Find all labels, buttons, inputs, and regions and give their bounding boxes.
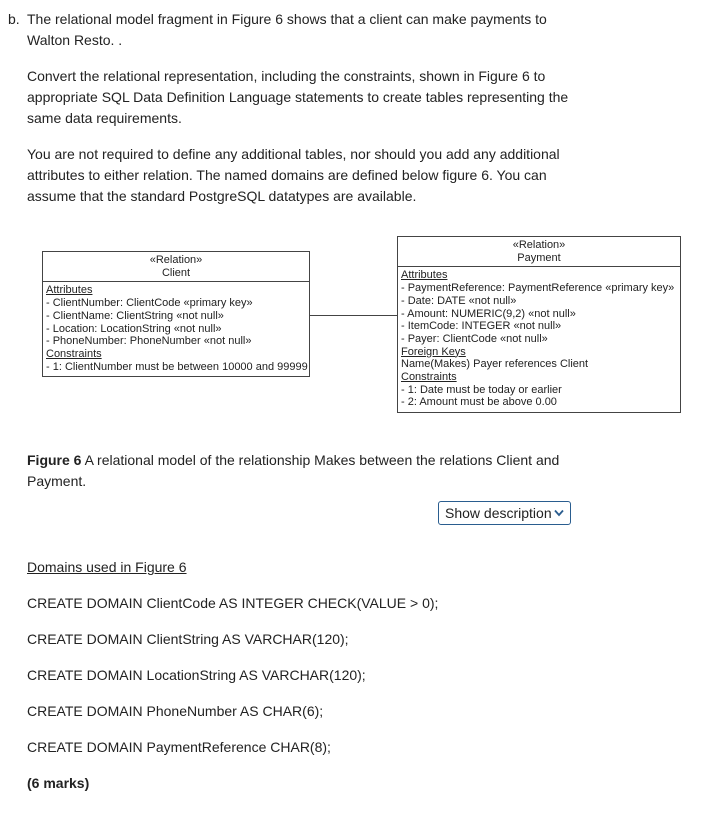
client-constraint: - 1: ClientNumber must be between 10000 and 99999: [46, 360, 308, 373]
para2-line-1: Convert the relational representation, including the constraints, shown in Figure 6 to: [27, 68, 546, 84]
domain-statement: CREATE DOMAIN PhoneNumber AS CHAR(6);: [27, 703, 324, 719]
payment-constraints-heading: Constraints: [401, 371, 457, 384]
show-description-label: Show description: [445, 505, 552, 521]
payment-relation-box: [397, 236, 681, 413]
para3-line-1: You are not required to define any additional tables, nor should you add any additional: [27, 146, 560, 162]
payment-attribute: - ItemCode: INTEGER «not null»: [401, 320, 562, 333]
intro-line-2: Walton Resto. .: [27, 32, 123, 48]
payment-constraint: - 1: Date must be today or earlier: [401, 383, 562, 396]
payment-constraint: - 2: Amount must be above 0.00: [401, 396, 557, 409]
client-attribute: - PhoneNumber: PhoneNumber «not null»: [46, 335, 252, 348]
client-header: [43, 252, 309, 282]
question-marker: b.: [8, 11, 20, 27]
client-constraints-heading: Constraints: [46, 347, 102, 360]
client-attribute: - Location: LocationString «not null»: [46, 322, 222, 335]
payment-name: Payment: [517, 251, 561, 264]
domain-statement: CREATE DOMAIN LocationString AS VARCHAR(120);: [27, 667, 366, 683]
domain-statement: CREATE DOMAIN PaymentReference CHAR(8);: [27, 739, 331, 755]
payment-body: [398, 267, 680, 412]
show-description-button[interactable]: [438, 501, 571, 525]
client-attribute: - ClientNumber: ClientCode «primary key»: [46, 297, 253, 310]
payment-attribute: - Date: DATE «not null»: [401, 294, 517, 307]
payment-attribute: - Amount: NUMERIC(9,2) «not null»: [401, 307, 576, 320]
para3-line-3: assume that the standard PostgreSQL datatypes are available.: [27, 188, 417, 204]
figure-caption-label: Figure 6: [27, 452, 82, 468]
figure-caption-text: A relational model of the relationship Makes between the relations Client and: [81, 452, 560, 468]
payment-attribute: - PaymentReference: PaymentReference «primary key»: [401, 282, 675, 295]
domains-heading: Domains used in Figure 6: [27, 559, 187, 575]
domain-statement: CREATE DOMAIN ClientCode AS INTEGER CHECK(VALUE > 0);: [27, 595, 439, 611]
payment-attributes-heading: Attributes: [401, 269, 448, 282]
para2-line-2: appropriate SQL Data Definition Language statements to create tables representing the: [27, 89, 569, 105]
client-stereotype: «Relation»: [149, 254, 203, 266]
intro-line-1: The relational model fragment in Figure 6 shows that a client can make payments to: [27, 11, 547, 27]
client-relation-box: [42, 251, 310, 377]
makes-relationship-line: [310, 315, 398, 316]
domain-statement: CREATE DOMAIN ClientString AS VARCHAR(120);: [27, 631, 349, 647]
client-attributes-heading: Attributes: [46, 284, 93, 297]
figure-caption-line-2: Payment.: [27, 473, 87, 489]
marks-label: (6 marks): [27, 775, 90, 791]
chevron-down-icon: [554, 509, 564, 517]
payment-foreign-keys-heading: Foreign Keys: [401, 345, 466, 358]
client-body: [43, 282, 309, 376]
client-name: Client: [161, 266, 191, 279]
payment-foreign-key: Name(Makes) Payer references Client: [401, 358, 589, 371]
client-attribute: - ClientName: ClientString «not null»: [46, 309, 224, 322]
para2-line-3: same data requirements.: [27, 110, 182, 126]
payment-stereotype: «Relation»: [512, 239, 566, 251]
payment-attribute: - Payer: ClientCode «not null»: [401, 332, 548, 345]
figure-caption: [27, 450, 559, 471]
para3-line-2: attributes to either relation. The named domains are defined below figure 6. You can: [27, 167, 547, 183]
payment-header: [398, 237, 680, 267]
